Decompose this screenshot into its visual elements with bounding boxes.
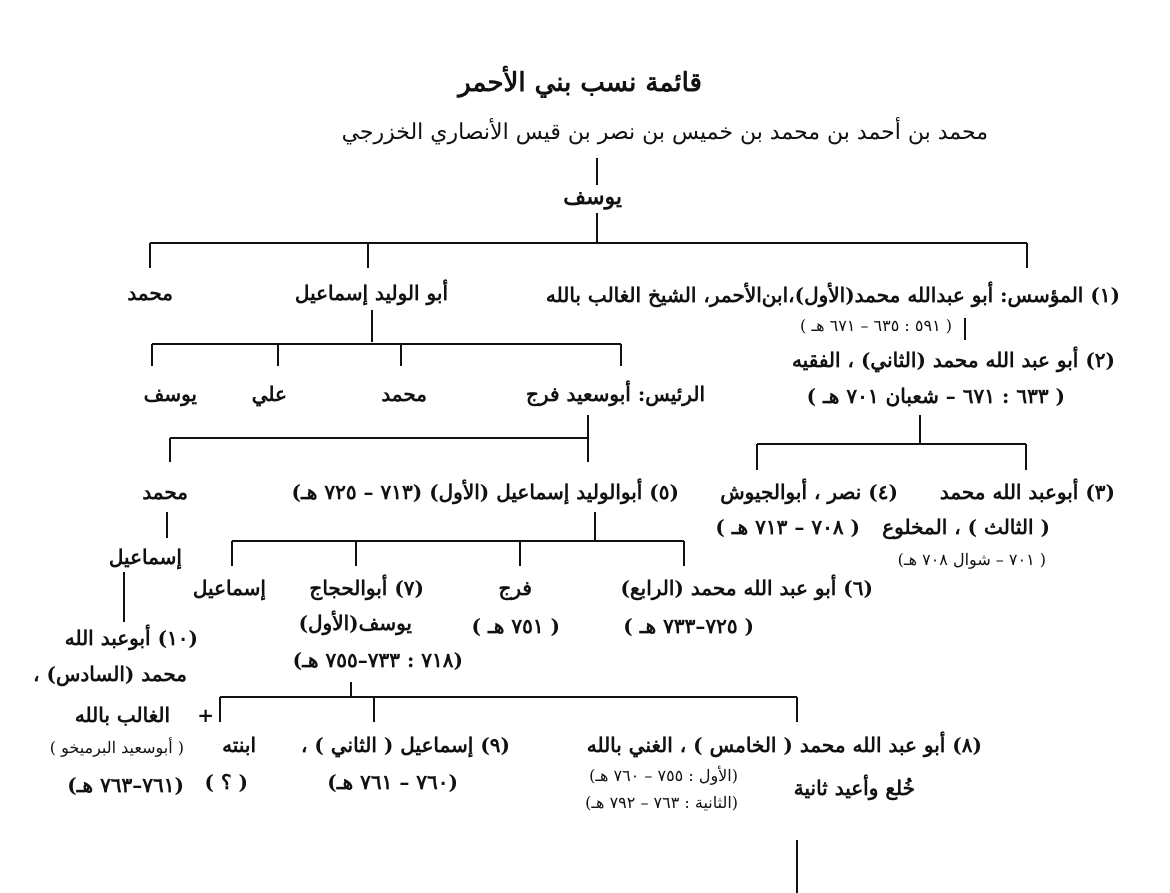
node-ismail-son: إسماعيل [108, 545, 182, 569]
node-abu-walid-ismail: أبو الوليد إسماعيل [294, 281, 448, 305]
node-muhammad-vi: (١٠) أبوعبد الله [64, 626, 198, 650]
node-muhammad-v: (٨) أبو عبد الله محمد ( الخامس ) ، الغني بالله [586, 733, 982, 757]
node-muhammad-v-note: خُلع وأعيد ثانية [793, 776, 915, 800]
node-ali: علي [251, 382, 287, 406]
node-founder-dates: ( ٥٩١ : ٦٣٥ – ٦٧١ هـ ) [800, 316, 952, 335]
node-muhammad-gen2: محمد [127, 281, 173, 305]
node-yusuf-i: (٧) أبوالحجاج [309, 576, 424, 600]
node-muhammad-iii-title: ( الثالث ) ، المخلوع [882, 515, 1050, 539]
node-muhammad-vi-dates: (٧٦١–٧٦٣ هـ) [67, 773, 184, 797]
node-faraj: فرج [498, 576, 532, 600]
node-rais-faraj: الرئيس: أبوسعيد فرج [526, 382, 705, 406]
node-muhammad-vi-epithet: الغالب بالله [74, 703, 170, 727]
node-yusuf-i-title: يوسف(الأول) [298, 611, 412, 635]
node-yusuf-i-dates: (٧١٨ : ٧٣٣–٧٥٥ هـ) [292, 648, 463, 672]
marriage-plus-sign: + [197, 703, 214, 727]
node-muhammad-v-reign2: (الثانية : ٧٦٣ – ٧٩٢ هـ) [585, 793, 738, 812]
node-muhammad-v-reign1: (الأول : ٧٥٥ – ٧٦٠ هـ) [589, 766, 738, 785]
node-founder: (١) المؤسس: أبو عبدالله محمد(الأول)،ابن‌الأحمر، الشيخ الغالب بالله [545, 283, 1120, 307]
node-muhammad-iii-dates: ( ٧٠١ – شوال ٧٠٨ هـ) [897, 550, 1046, 569]
node-yusuf: يوسف [563, 184, 622, 210]
node-muhammad-ii: (٢) أبو عبد الله محمد (الثاني) ، الفقيه [791, 348, 1115, 372]
node-faraj-dates: ( ٧٥١ هـ ) [471, 614, 560, 638]
node-muhammad-vi-title: محمد (السادس) ، [33, 662, 187, 686]
node-ismail-ii: (٩) إسماعيل ( الثاني ) ، [301, 733, 510, 757]
node-nasr-dates: ( ٧٠٨ – ٧١٣ هـ ) [715, 515, 860, 539]
node-daughter-dates: ( ؟ ) [204, 770, 248, 794]
node-nasr: (٤) نصر ، أبوالجيوش [720, 480, 898, 504]
node-ismail-i: (٥) أبوالوليد إسماعيل (الأول) (٧١٣ – ٧٢٥ هـ) [291, 480, 679, 504]
node-yusuf-gen3: يوسف [143, 382, 197, 406]
node-muhammad-iii: (٣) أبوعبد الله محمد [939, 480, 1115, 504]
node-muhammad-gen4: محمد [142, 480, 188, 504]
node-ismail-gen5: إسماعيل [192, 576, 266, 600]
root-ancestor: محمد بن أحمد بن محمد بن خميس بن نصر بن قيس الأنصاري الخزرجي [341, 120, 988, 145]
node-daughter: ابنته [222, 733, 256, 757]
chart-title: قائمة نسب بني الأحمر [458, 68, 702, 98]
node-muhammad-ii-dates: ( ٦٣٣ : ٦٧١ – شعبان ٧٠١ هـ ) [806, 384, 1065, 408]
node-muhammad-iv-dates: ( ٧٢٥–٧٣٣ هـ ) [623, 614, 754, 638]
node-muhammad-iv: (٦) أبو عبد الله محمد (الرابع) [620, 576, 873, 600]
node-ismail-ii-dates: (٧٦٠ – ٧٦١ هـ) [327, 770, 458, 794]
node-muhammad-vi-alias: ( أبوسعيد البرميخو ) [49, 738, 184, 757]
node-muhammad-gen3: محمد [381, 382, 427, 406]
